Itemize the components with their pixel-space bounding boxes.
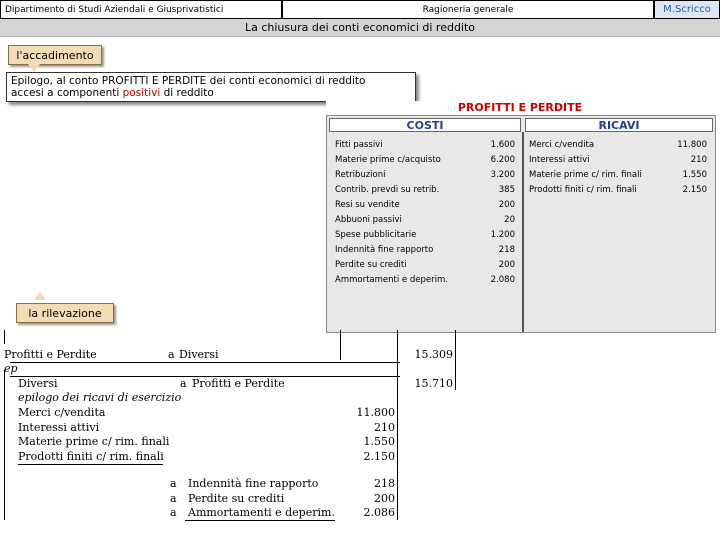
slide-title: La chiusura dei conti economici di reddito [0,19,720,37]
costi-row [335,243,515,257]
ricavi-label: Merci c/vendita [529,140,595,150]
costi-label: Fitti passivi [335,140,383,150]
ledger-rule [10,362,400,363]
entry2-account: Materie prime c/ rim. finali [18,435,170,448]
costi-label: Ammortamenti e deperim. [335,275,448,285]
ricavi-value: 210 [690,155,707,165]
costi-row [335,273,515,287]
costi-label: Perdite su crediti [335,260,407,270]
ledger-rule [4,370,5,520]
ricavi-label: Materie prime c/ rim. finali [529,170,642,180]
ledger-rule [18,464,163,465]
costi-value: 385 [498,185,515,195]
entry1-debit: Profitti e Perdite [4,348,97,361]
ledger-rule [455,330,456,390]
callout-line-2-pre: accesi a componenti [11,87,123,99]
costi-value: 200 [498,200,515,210]
entry1-account: Perdite su crediti [188,491,285,505]
entry1-description: ep [4,362,18,375]
ricavi-label: Interessi attivi [529,155,590,165]
ledger-rule [397,330,398,520]
ricavi-row [529,168,707,182]
costi-label: Abbuoni passivi [335,215,402,225]
entry1-a: a [168,348,175,361]
costi-value: 1.200 [490,230,515,240]
entry1-row-a: a [170,491,177,505]
ricavi-row [529,138,707,152]
costi-label: Materie prime c/acquisto [335,155,441,165]
entry1-amount: 2.086 [363,506,395,519]
entry1-account: Ammortamenti e deperim. [188,506,335,519]
costi-value: 2.080 [490,275,515,285]
entry2-account: Merci c/vendita [18,406,106,419]
ricavi-row [529,183,707,197]
costi-value: 1.600 [490,140,515,150]
entry1-amount: 200 [374,491,395,505]
ricavi-label: Prodotti finiti c/ rim. finali [529,185,637,195]
ledger-rule [340,330,341,360]
costi-row [335,198,515,212]
callout-positive-word: positivi [122,87,161,99]
journal-ledger [0,330,720,540]
entry2-a: a [180,377,187,390]
description-callout [6,72,416,102]
callout-line-2-post: di reddito [160,87,214,99]
costi-value: 3.200 [490,170,515,180]
entry2-description: epilogo dei ricavi di esercizio [18,391,182,404]
costi-row [335,168,515,182]
course-title: Ragioneria generale [282,0,654,19]
costi-row [335,228,515,242]
accadimento-tag-pointer [28,64,40,72]
costi-row [335,138,515,152]
ricavi-value: 2.150 [682,185,707,195]
costi-label: Spese pubblicitarie [335,230,417,240]
entry2-amount: 210 [374,420,395,434]
entry2-debit: Diversi [18,377,58,390]
costi-value: 20 [504,215,515,225]
costi-value: 6.200 [490,155,515,165]
ricavi-value: 1.550 [682,170,707,180]
entry2-amount: 1.550 [363,435,395,448]
costi-label: Retribuzioni [335,170,386,180]
pl-divider [522,132,524,332]
entry2-amount: 11.800 [356,406,395,419]
ricavi-row [529,153,707,167]
callout-line-2 [11,87,411,99]
costi-row [335,258,515,272]
accadimento-tag: l'accadimento [8,45,102,65]
costi-header: COSTI [329,118,521,132]
costi-label: Resi su vendite [335,200,400,210]
entry1-account: Indennità fine rapporto [188,477,319,490]
ricavi-value: 11.800 [677,140,707,150]
ledger-rule [185,520,335,521]
costi-row [335,213,515,227]
ricavi-header: RICAVI [525,118,713,132]
entry2-amount: 2.150 [363,449,395,463]
costi-label: Contrib. prevdi su retrib. [335,185,440,195]
callout-line-1: Epilogo, al conto PROFITTI E PERDITE dei conti economici di reddito [11,75,366,87]
costi-row [335,153,515,167]
ledger-rule [4,330,5,344]
author-name: M.Scricco [654,0,720,19]
entry2-account: Prodotti finiti c/ rim. finali [18,449,164,463]
entry1-row-a: a [170,477,177,490]
entry1-total: 15.309 [414,348,453,361]
costi-label: Indennità fine rapporto [335,245,434,255]
costi-value: 218 [498,245,515,255]
entry1-credit: Diversi [179,348,219,361]
entry1-row-a: a [170,506,177,519]
entry2-account: Interessi attivi [18,420,100,434]
costi-value: 200 [498,260,515,270]
pl-account [326,115,716,333]
rilevazione-tag-pointer [34,292,46,300]
rilevazione-tag: la rilevazione [16,303,114,323]
department-title: Dipartimento di Studi Aziendali e Giusprivatistici [0,0,282,19]
entry2-credit: Profitti e Perdite [192,377,285,390]
costi-row [335,183,515,197]
pl-account-title: PROFITTI E PERDITE [326,101,714,115]
entry2-total: 15.710 [414,377,453,390]
entry1-amount: 218 [374,477,395,490]
